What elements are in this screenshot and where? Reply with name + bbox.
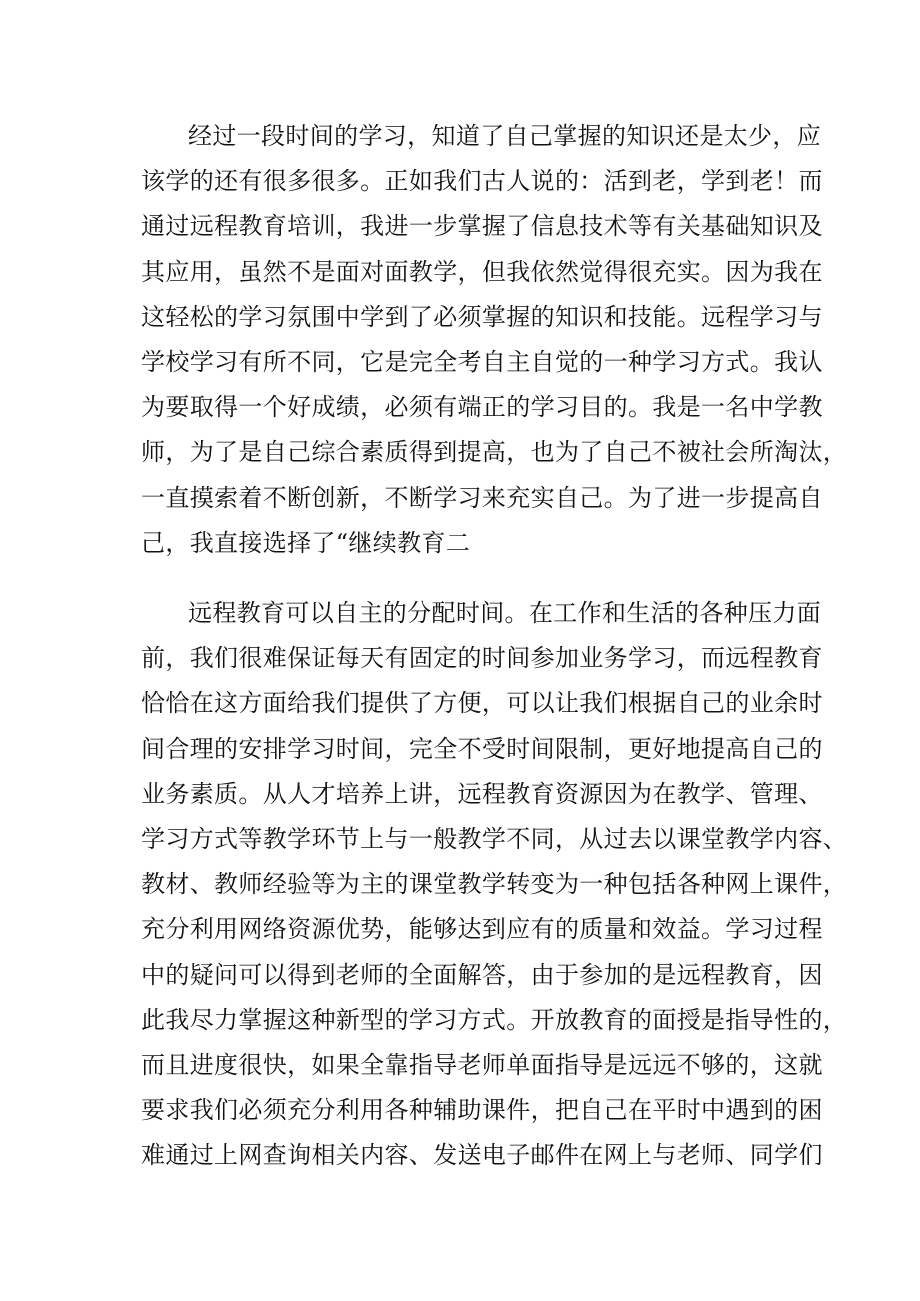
text-line: 教材、教师经验等为主的课堂教学转变为一种包括各种网上课件， xyxy=(141,870,848,899)
text-line: 中的疑问可以得到老师的全面解答，由于参加的是远程教育，因 xyxy=(141,960,823,989)
text-line: 间合理的安排学习时间，完全不受时间限制，更好地提高自己的 xyxy=(141,734,823,763)
text-line: 为要取得一个好成绩，必须有端正的学习目的。我是一名中学教 xyxy=(141,393,823,422)
text-line: 己，我直接选择了“继续教育二 xyxy=(141,528,471,557)
paragraph-1 xyxy=(141,114,848,566)
text-line: 远程教育可以自主的分配时间。在工作和生活的各种压力面 xyxy=(188,599,822,627)
text-line: 难通过上网查询相关内容、发送电子邮件在网上与老师、同学们 xyxy=(141,1141,823,1170)
text-line: 学习方式等教学环节上与一般教学不同，从过去以课堂教学内容、 xyxy=(141,824,848,853)
text-line: 学校学习有所不同，它是完全考自主自觉的一种学习方式。我认 xyxy=(141,347,823,376)
text-line: 经过一段时间的学习，知道了自己掌握的知识还是太少，应 xyxy=(188,122,822,150)
text-line: 该学的还有很多很多。正如我们古人说的：活到老，学到老！而 xyxy=(141,167,823,196)
text-line: 师，为了是自己综合素质得到提高，也为了自己不被社会所淘汰， xyxy=(141,438,848,467)
text-line: 其应用，虽然不是面对面教学，但我依然觉得很充实。因为我在 xyxy=(141,257,823,286)
text-line: 通过远程教育培训，我进一步掌握了信息技术等有关基础知识及 xyxy=(141,212,823,241)
text-line: 这轻松的学习氛围中学到了必须掌握的知识和技能。远程学习与 xyxy=(141,302,823,331)
text-line: 此我尽力掌握这种新型的学习方式。开放教育的面授是指导性的， xyxy=(141,1005,848,1034)
text-line: 而且进度很快，如果全靠指导老师单面指导是远远不够的，这就 xyxy=(141,1050,823,1079)
text-line: 业务素质。从人才培养上讲，远程教育资源因为在教学、管理、 xyxy=(141,779,823,808)
text-line: 前，我们很难保证每天有固定的时间参加业务学习，而远程教育 xyxy=(141,644,823,673)
text-line: 恰恰在这方面给我们提供了方便，可以让我们根据自己的业余时 xyxy=(141,689,823,718)
text-line: 要求我们必须充分利用各种辅助课件，把自己在平时中遇到的困 xyxy=(141,1096,823,1125)
text-line: 充分利用网络资源优势，能够达到应有的质量和效益。学习过程 xyxy=(141,915,823,944)
paragraph-2 xyxy=(141,591,848,1178)
text-line: 一直摸索着不断创新，不断学习来充实自己。为了进一步提高自 xyxy=(141,483,823,512)
